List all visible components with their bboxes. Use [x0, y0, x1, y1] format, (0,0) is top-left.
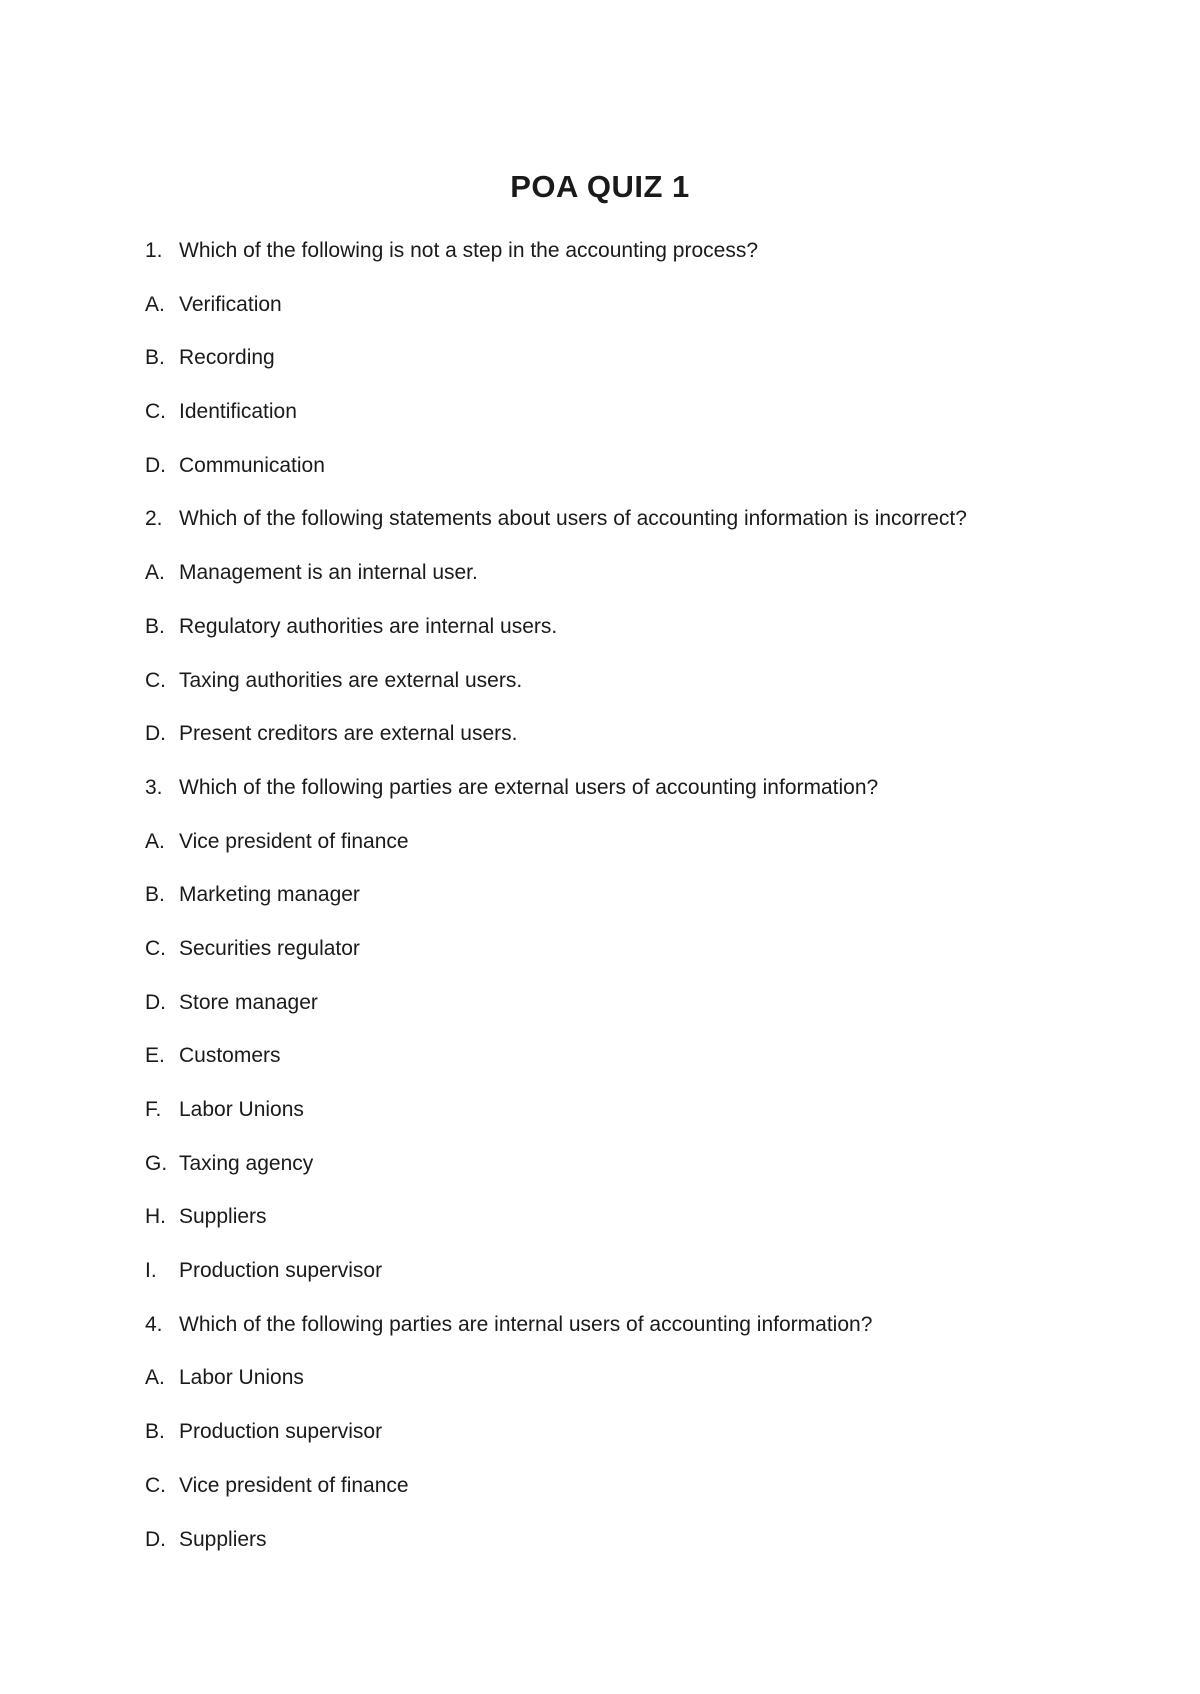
- list-marker: C.: [145, 936, 166, 960]
- option-line: [145, 612, 1145, 666]
- list-marker: E.: [145, 1044, 165, 1068]
- list-marker: B.: [145, 614, 165, 638]
- list-marker: D.: [145, 722, 166, 746]
- list-marker: G.: [145, 1151, 168, 1175]
- option-line: [145, 397, 1145, 451]
- list-marker: 4.: [145, 1312, 163, 1336]
- option-line: [145, 666, 1145, 720]
- list-marker: 3.: [145, 775, 163, 799]
- option-text: Identification: [179, 400, 297, 424]
- option-line: [145, 290, 1145, 344]
- option-line: [145, 451, 1145, 505]
- option-line: [145, 1417, 1145, 1471]
- option-text: Production supervisor: [179, 1420, 383, 1444]
- option-text: Store manager: [179, 990, 318, 1014]
- question-1: [145, 236, 1145, 290]
- list-marker: B.: [145, 346, 165, 370]
- option-text: Present creditors are external users.: [179, 722, 518, 746]
- option-line: [145, 1041, 1145, 1095]
- question-text: Which of the following parties are internal users of accounting information?: [179, 1312, 873, 1336]
- list-marker: A.: [145, 292, 165, 316]
- option-text: Labor Unions: [179, 1098, 304, 1121]
- question-text: Which of the following statements about users of accounting information is incorrect?: [179, 507, 967, 531]
- option-text: Suppliers: [179, 1205, 267, 1229]
- option-line: [145, 1095, 1145, 1149]
- quiz-body: [145, 236, 1145, 1578]
- option-text: Securities regulator: [179, 936, 360, 960]
- option-line: [145, 1363, 1145, 1417]
- list-marker: 1.: [145, 239, 163, 262]
- option-text: Production supervisor: [179, 1259, 383, 1283]
- question-text: Which of the following is not a step in the accounting process?: [179, 239, 758, 262]
- option-line: [145, 1525, 1145, 1579]
- list-marker: A.: [145, 1366, 165, 1390]
- list-marker: D.: [145, 990, 166, 1014]
- option-line: [145, 343, 1145, 397]
- list-marker: D.: [145, 1527, 166, 1551]
- option-text: Suppliers: [179, 1527, 267, 1551]
- option-line: [145, 988, 1145, 1042]
- option-text: Recording: [179, 346, 275, 370]
- option-line: [145, 880, 1145, 934]
- option-text: Customers: [179, 1044, 281, 1068]
- list-marker: 2.: [145, 507, 163, 531]
- option-text: Vice president of finance: [179, 829, 409, 853]
- list-marker: A.: [145, 829, 165, 853]
- option-line: [145, 1202, 1145, 1256]
- page-title: POA QUIZ 1: [510, 169, 690, 204]
- option-line: [145, 1256, 1145, 1310]
- question-2: [145, 504, 1145, 558]
- list-marker: I.: [145, 1259, 157, 1283]
- list-marker: B.: [145, 1420, 165, 1444]
- option-line: [145, 934, 1145, 988]
- list-marker: C.: [145, 400, 166, 424]
- list-marker: H.: [145, 1205, 166, 1229]
- option-text: Vice president of finance: [179, 1473, 409, 1497]
- question-4: [145, 1310, 1145, 1364]
- option-line: [145, 558, 1145, 612]
- list-marker: D.: [145, 453, 166, 477]
- option-line: [145, 719, 1145, 773]
- option-text: Communication: [179, 453, 325, 477]
- option-text: Management is an internal user.: [179, 561, 478, 585]
- option-text: Marketing manager: [179, 883, 360, 907]
- list-marker: C.: [145, 668, 166, 692]
- option-text: Regulatory authorities are internal users.: [179, 614, 558, 638]
- option-line: [145, 827, 1145, 881]
- list-marker: B.: [145, 883, 165, 907]
- question-3: [145, 773, 1145, 827]
- option-text: Labor Unions: [179, 1366, 304, 1390]
- question-text: Which of the following parties are external users of accounting information?: [179, 775, 879, 799]
- list-marker: F.: [145, 1098, 162, 1121]
- option-text: Verification: [179, 292, 282, 316]
- option-text: Taxing agency: [179, 1151, 314, 1175]
- list-marker: A.: [145, 561, 165, 585]
- list-marker: C.: [145, 1473, 166, 1497]
- option-text: Taxing authorities are external users.: [179, 668, 523, 692]
- option-line: [145, 1149, 1145, 1203]
- option-line: [145, 1471, 1145, 1525]
